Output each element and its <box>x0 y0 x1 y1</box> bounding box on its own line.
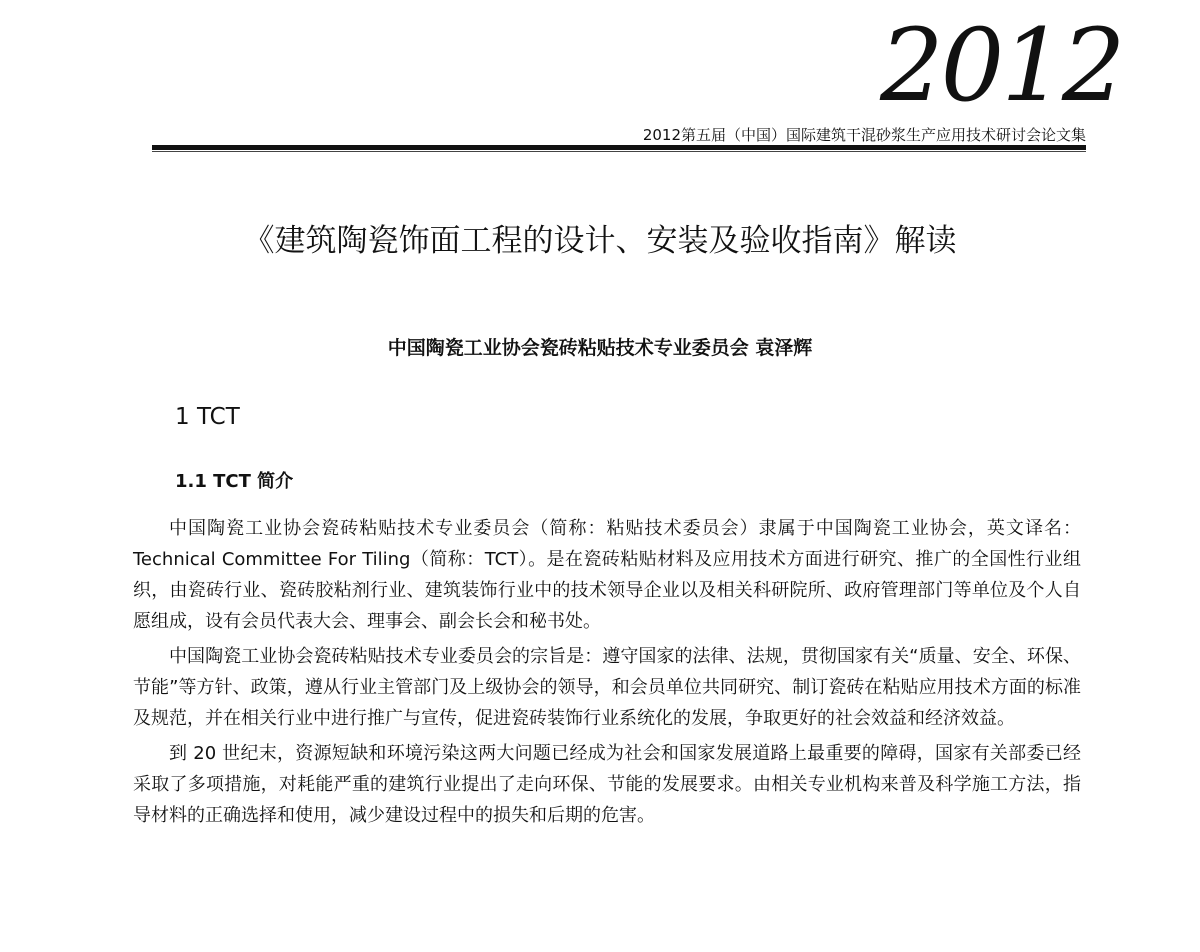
subsection-heading: 1.1 TCT 简介 <box>175 471 294 492</box>
paragraph: 中国陶瓷工业协会瓷砖粘贴技术专业委员会的宗旨是：遵守国家的法律、法规，贯彻国家有关“质量、安全、环保、节能”等方针、政策，遵从行业主管部门及上级协会的领导，和会员单位共同研究、制订瓷砖在粘贴应用技术方面的标准及规范，并在相关行业中进行推广与宣传，促进瓷砖装饰行业系统化的发展，争取更好的社会效益和经济效益。 <box>133 646 1081 729</box>
header-year: 2012 <box>880 7 1123 124</box>
paragraph: 中国陶瓷工业协会瓷砖粘贴技术专业委员会（简称：粘贴技术委员会）隶属于中国陶瓷工业协会，英文译名：Technical Committee For Tiling（简称：TCT）。是在瓷砖粘贴材料及应用技术方面进行研究、推广的全国性行业组织，由瓷砖行业、瓷砖胶粘剂行业、建筑装饰行业中的技术领导企业以及相关科研院所、政府管理部门等单位及个人自愿组成，设有会员代表大会、理事会、副会长会和秘书处。 <box>133 518 1081 632</box>
section-heading: 1 TCT <box>175 404 240 430</box>
header-rule-thin <box>152 151 1086 152</box>
body-text <box>133 513 1081 835</box>
proceedings-series-title: 2012第五届（中国）国际建筑干混砂浆生产应用技术研讨会论文集 <box>642 126 1086 144</box>
article-title: 《建筑陶瓷饰面工程的设计、安装及验收指南》解读 <box>243 223 957 259</box>
paragraph: 到 20 世纪末，资源短缺和环境污染这两大问题已经成为社会和国家发展道路上最重要的障碍，国家有关部委已经采取了多项措施，对耗能严重的建筑行业提出了走向环保、节能的发展要求。由相关专业机构来普及科学施工方法，指导材料的正确选择和使用，减少建设过程中的损失和后期的危害。 <box>133 743 1081 826</box>
header-rule-thick <box>152 145 1086 150</box>
article-author: 中国陶瓷工业协会瓷砖粘贴技术专业委员会 袁泽辉 <box>387 337 813 359</box>
